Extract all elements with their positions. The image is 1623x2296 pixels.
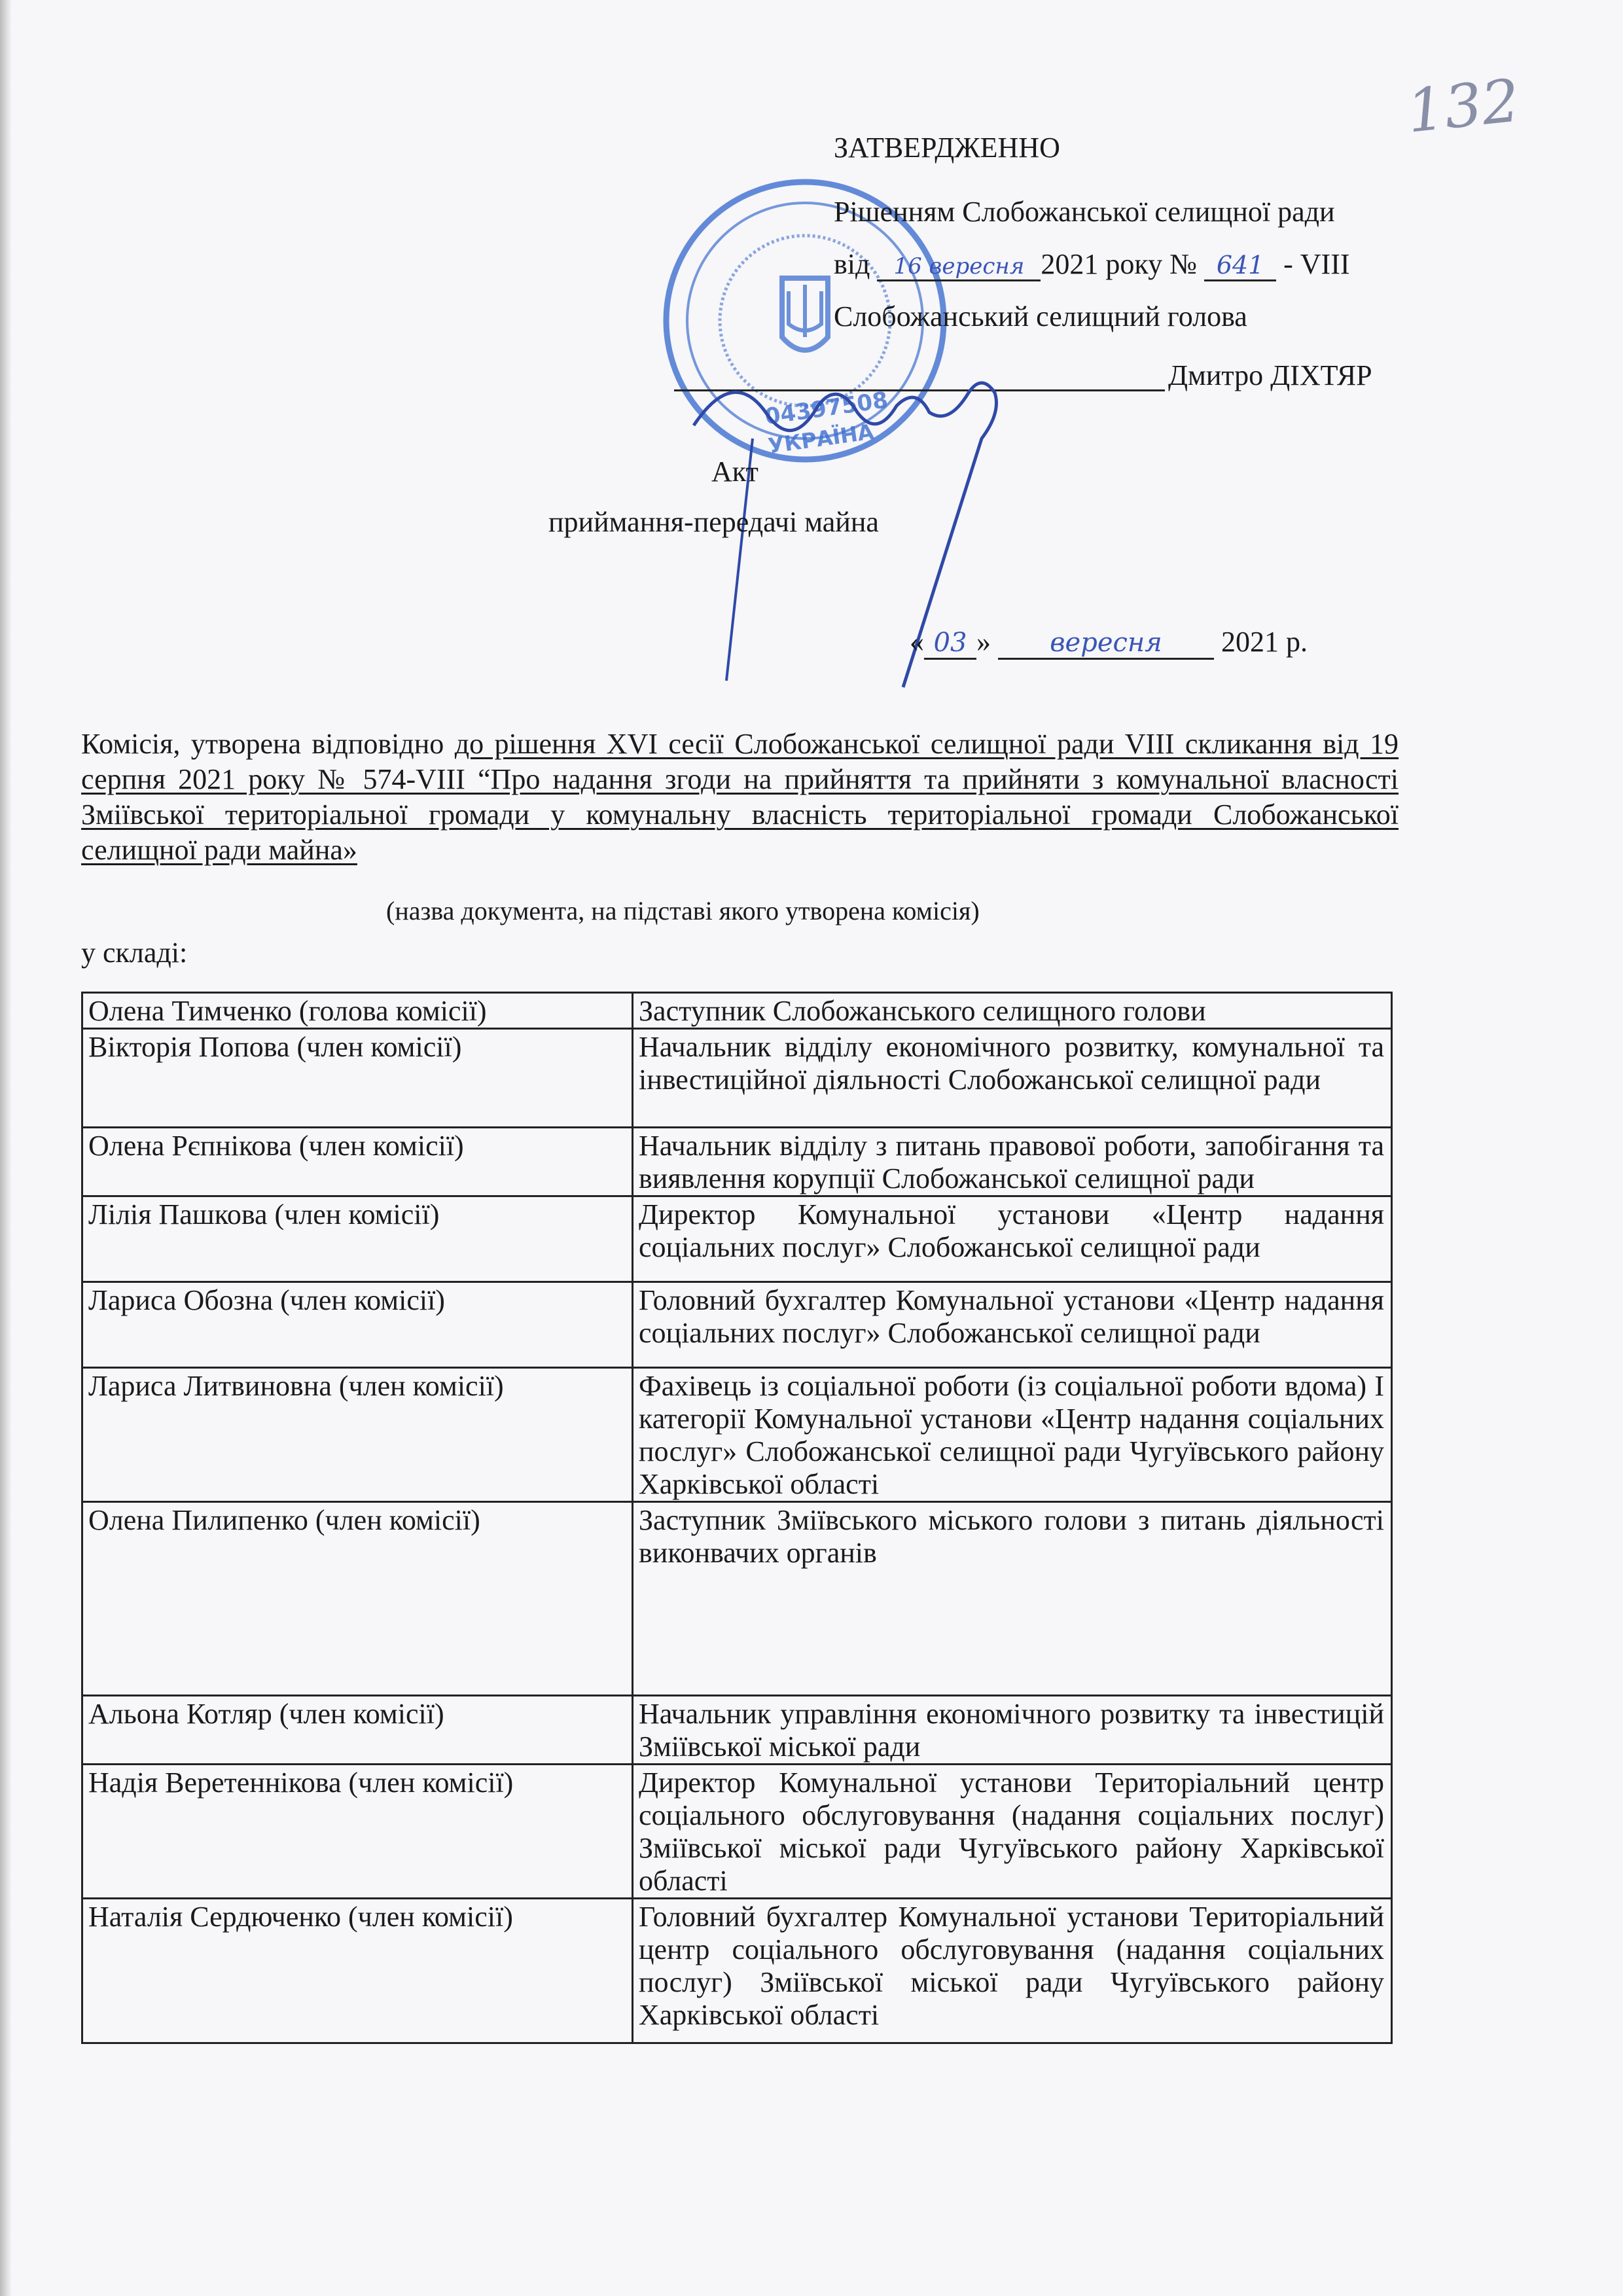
member-row xyxy=(82,1696,1392,1765)
member-name: Надія Веретеннікова (член комісії) xyxy=(82,1765,633,1899)
member-row xyxy=(82,1128,1392,1196)
member-position: Начальник управління економічного розвитку та інвестицій Зміївської міської ради xyxy=(633,1696,1392,1765)
member-name: Лариса Обозна (член комісії) xyxy=(82,1282,633,1368)
page-number: 132 xyxy=(1403,66,1523,147)
act-subtitle: приймання-передачі майна xyxy=(548,506,879,538)
number-suffix: - VIII xyxy=(1283,248,1350,280)
member-row xyxy=(82,1368,1392,1502)
member-position: Заступник Слобожанського селищного голови xyxy=(633,993,1392,1029)
member-position: Директор Комунальної установи «Центр надання соціальних послуг» Слобожанської селищної ради xyxy=(633,1196,1392,1282)
approval-title: ЗАТВЕРДЖЕННО xyxy=(834,132,1060,164)
member-name: Наталія Сердюченко (член комісії) xyxy=(82,1899,633,2043)
member-position: Головний бухгалтер Комунальної установи «Центр надання соціальних послуг» Слобожанської селищної ради xyxy=(633,1282,1392,1368)
basis-document: до рішення XVI сесії Слобожанської селищної ради VIII скликання від 19 серпня 2021 року № 574-VIII “Про надання згоди на прийняття та прийняти з комунальної власності Зміївської територіальної громади у комунальну власність територіальної громади Слобожанської селищної ради майна» xyxy=(81,728,1399,866)
member-row xyxy=(82,1196,1392,1282)
member-row xyxy=(82,993,1392,1029)
member-name: Лілія Пашкова (член комісії) xyxy=(82,1196,633,1282)
commission-paragraph xyxy=(81,726,1399,868)
member-name: Олена Рєпнікова (член комісії) xyxy=(82,1128,633,1196)
svg-text:УКРАЇНА: УКРАЇНА xyxy=(766,419,876,459)
date-year: 2021 року № xyxy=(1041,248,1198,280)
svg-text:04397508: 04397508 xyxy=(763,387,890,431)
member-name: Олена Тимченко (голова комісії) xyxy=(82,993,633,1029)
scan-edge xyxy=(0,0,12,2296)
member-name: Олена Пилипенко (член комісії) xyxy=(82,1502,633,1696)
member-row xyxy=(82,1029,1392,1128)
member-row xyxy=(82,1502,1392,1696)
act-date-day: 03 xyxy=(924,628,976,660)
member-position: Начальник відділу з питань правової роботи, запобігання та виявлення корупції Слобожанської селищної ради xyxy=(633,1128,1392,1196)
basis-caption: (назва документа, на підставі якого утворена комісія) xyxy=(386,896,980,925)
act-date-month: вересня xyxy=(998,628,1214,660)
date-handwritten: 16 вересня xyxy=(877,253,1041,281)
member-name: Альона Котляр (член комісії) xyxy=(82,1696,633,1765)
date-prefix: від xyxy=(834,248,870,280)
member-position: Заступник Зміївського міського голови з питань діяльності виконвачих органів xyxy=(633,1502,1392,1696)
number-handwritten: 641 xyxy=(1204,251,1276,281)
approval-decision: Рішенням Слобожанської селищної ради xyxy=(834,196,1335,228)
act-date: « 03 » вересня 2021 р. xyxy=(910,625,1308,660)
act-title: Акт xyxy=(711,456,758,488)
member-position: Директор Комунальної установи Територіальний центр соціального обслуговування (надання соціальних послуг) Зміївської міської ради Чугуївського району Харківської області xyxy=(633,1765,1392,1899)
member-position: Начальник відділу економічного розвитку, комунальної та інвестиційної діяльності Слобожанської селищної ради xyxy=(633,1029,1392,1128)
member-name: Вікторія Попова (член комісії) xyxy=(82,1029,633,1128)
act-date-year: 2021 р. xyxy=(1221,626,1308,658)
composition-label: у складі: xyxy=(81,937,188,969)
member-name: Лариса Литвиновна (член комісії) xyxy=(82,1368,633,1502)
commission-members-table xyxy=(81,992,1393,2044)
paragraph-lead: Комісія, утворена відповідно xyxy=(81,728,455,760)
member-position: Головний бухгалтер Комунальної установи Територіальний центр соціального обслуговування (надання соціальних послуг) Зміївської міської ради Чугуївського району Харківської області xyxy=(633,1899,1392,2043)
member-position: Фахівець із соціальної роботи (із соціальної роботи вдома) І категорії Комунальної установи «Центр надання соціальних послуг» Слобожанської селищної ради Чугуївського району Харківської області xyxy=(633,1368,1392,1502)
approval-position: Слобожанський селищний голова xyxy=(834,300,1247,332)
member-row xyxy=(82,1282,1392,1368)
member-row xyxy=(82,1765,1392,1899)
approval-name: Дмитро ДІХТЯР xyxy=(1168,359,1372,391)
member-row xyxy=(82,1899,1392,2043)
